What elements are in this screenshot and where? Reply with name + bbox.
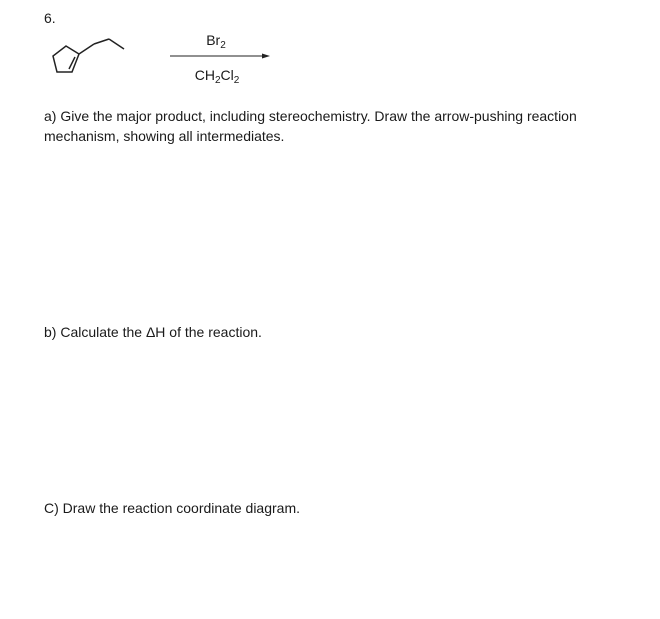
vinyl-bond-2 [94, 39, 109, 44]
reagent-solvent: $CH_2Cl_2$ [194, 67, 240, 86]
vinylcyclopentene-structure [50, 34, 136, 76]
question-a: a) Give the major product, including stereochemistry. Draw the arrow-pushing reaction mechanism, showing all intermediates. [44, 108, 577, 144]
question-b: b) Calculate the ΔH of the reaction. [44, 324, 262, 340]
problem-number: 6. [44, 10, 56, 26]
question-c: C) Draw the reaction coordinate diagram. [44, 500, 301, 516]
arrowhead-icon [262, 54, 270, 59]
vinyl-bond-3 [109, 39, 124, 49]
reagent-bromine: $Br_2$ [206, 32, 226, 51]
reaction-arrow [170, 50, 270, 62]
vinyl-bond-1 [79, 44, 94, 54]
ring-bonds [53, 46, 79, 72]
